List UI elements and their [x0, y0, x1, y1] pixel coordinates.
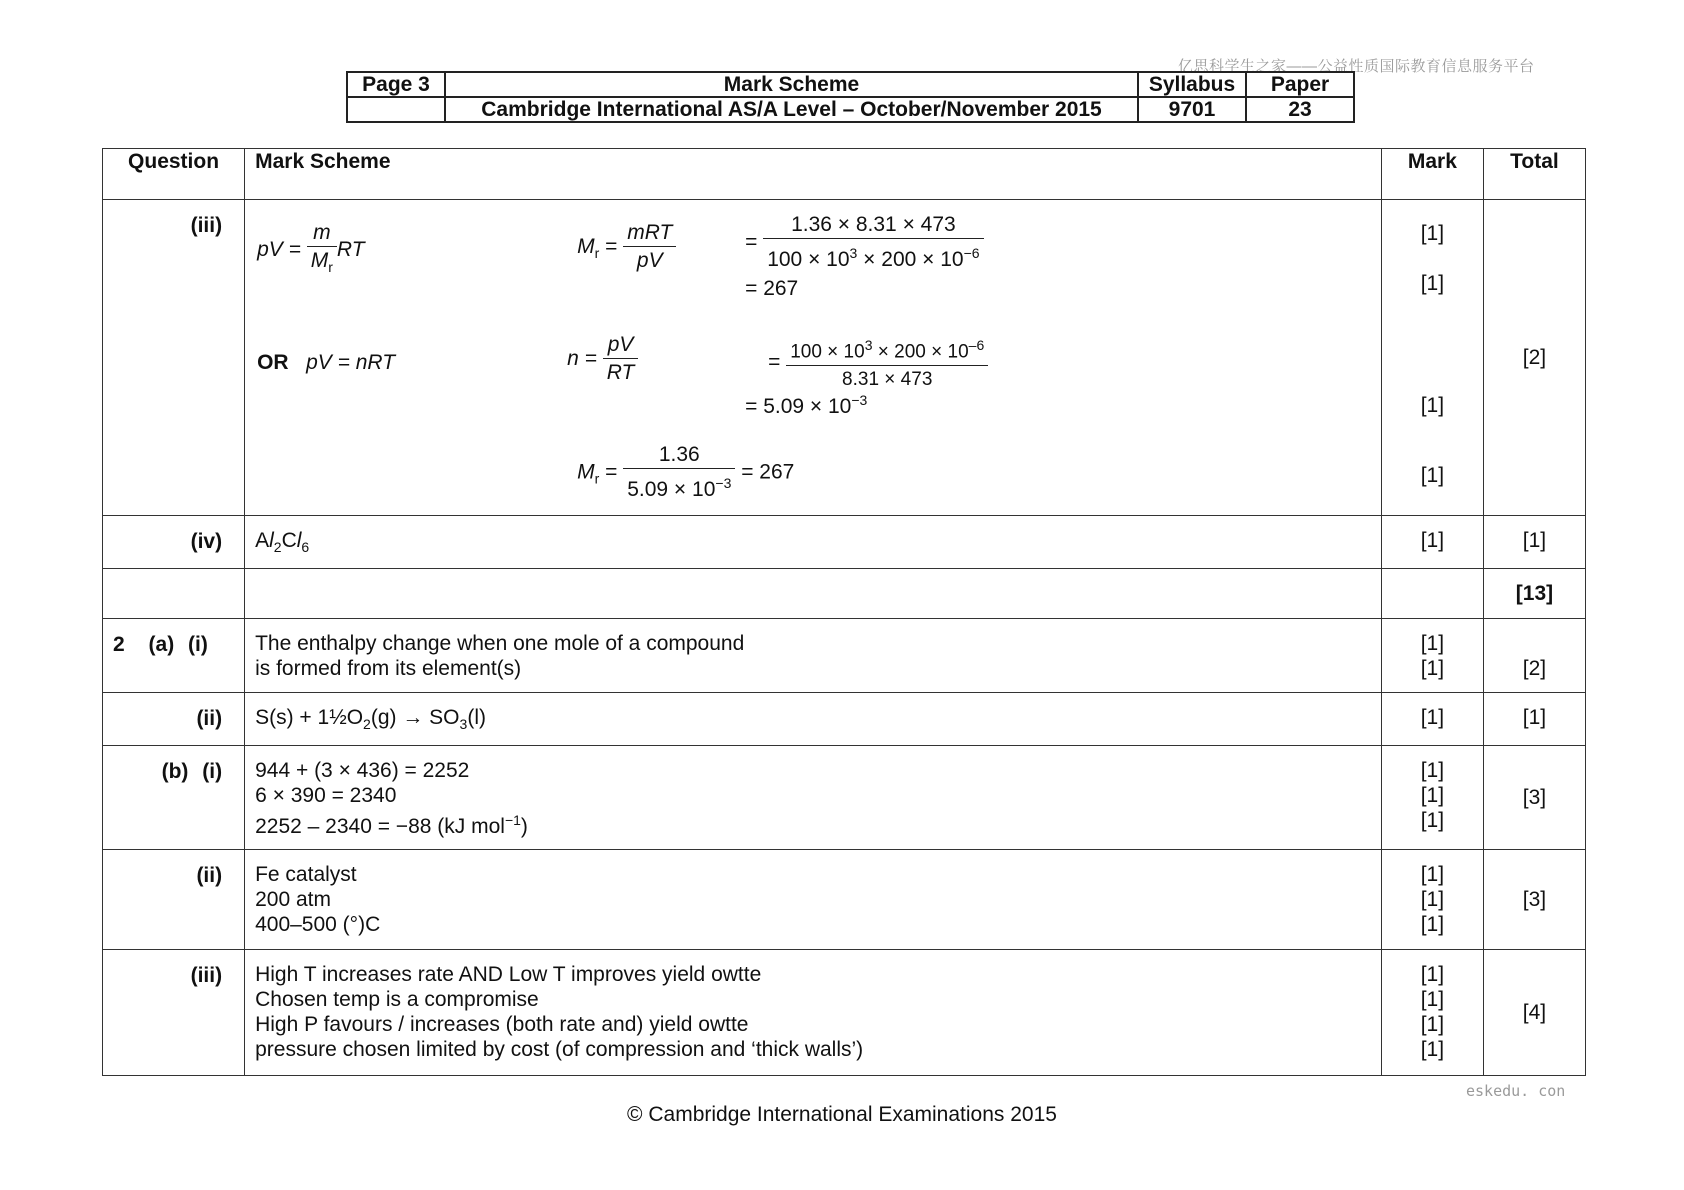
mark-value: [1] — [1420, 913, 1445, 937]
marks-column — [1382, 200, 1483, 512]
col-total: Total — [1483, 149, 1585, 200]
answer-text: 3 — [459, 716, 468, 733]
total-cell — [1483, 619, 1585, 693]
question-subpart: (i) — [202, 760, 223, 784]
col-question: Question — [103, 149, 245, 200]
eq-text: −6 — [963, 245, 980, 261]
col-mark-scheme: Mark Scheme — [245, 149, 1382, 200]
answer-text: S(s) + 1½O — [255, 706, 364, 730]
eq-text: = 267 — [741, 460, 795, 484]
total-cell: [3] — [1483, 746, 1585, 850]
mark-value: [1] — [1420, 888, 1445, 912]
eq-text: −3 — [851, 392, 868, 408]
result-267: = 267 — [745, 277, 799, 300]
mark-scheme-cell — [245, 516, 1382, 569]
mark-scheme-cell — [245, 693, 1382, 746]
answer-text: 6 — [301, 539, 310, 556]
subtotal-cell: [13] — [1483, 569, 1585, 619]
answer-line: The enthalpy change when one mole of a compound — [255, 632, 745, 656]
total-value: [2] — [1522, 657, 1547, 681]
mark-value: [1] — [1420, 1038, 1445, 1062]
table-row — [103, 200, 1586, 516]
eq-text: M — [577, 235, 595, 259]
fraction — [763, 212, 983, 274]
mark-value: [1] — [1420, 759, 1445, 783]
mark-scheme-cell — [245, 850, 1382, 950]
table-row — [103, 693, 1586, 746]
table-row — [103, 569, 1586, 619]
total-cell: [2] — [1483, 200, 1585, 516]
mark-value: [1] — [1420, 657, 1445, 681]
answer-line: is formed from its element(s) — [255, 657, 522, 681]
eq-text: × 200 × 10 — [857, 248, 964, 271]
question-part: (a) — [148, 633, 175, 657]
question-label — [103, 619, 245, 693]
col-mark: Mark — [1381, 149, 1483, 200]
equation-ideal-gas-moles — [257, 350, 395, 375]
question-label: (ii) — [103, 850, 245, 950]
mark-scheme-cell — [245, 950, 1382, 1076]
eq-text: 100 × 10 — [767, 248, 850, 271]
answer-line — [255, 808, 1371, 839]
eq-text: = — [745, 230, 758, 254]
total-cell: [4] — [1483, 950, 1585, 1076]
eq-text: r — [594, 245, 600, 262]
total-cell: [3] — [1483, 850, 1585, 950]
mark-value: [1] — [1420, 1013, 1445, 1037]
mark-cell — [1381, 569, 1483, 619]
mark-cell — [1381, 746, 1483, 850]
eq-text: pV — [603, 332, 639, 359]
mark-value: [1] — [1420, 394, 1445, 417]
eq-text: 3 — [849, 245, 858, 261]
mark-value: [1] — [1420, 464, 1445, 487]
eq-text: 1.36 — [623, 442, 735, 469]
eq-text: M — [577, 460, 595, 484]
equation-substitution — [745, 212, 983, 274]
eq-text: M — [310, 249, 329, 272]
answer-text: C — [281, 529, 297, 552]
eq-text: = — [605, 460, 618, 484]
eq-text: = — [768, 350, 781, 374]
mark-scheme-cell — [245, 619, 1382, 693]
eq-text: 3 — [864, 337, 873, 353]
eq-text: −3 — [715, 475, 732, 491]
eq-text: = 5.09 × 10 — [745, 395, 852, 418]
header-syllabus: 9701 — [1138, 97, 1246, 122]
eq-text: × 200 × 10 — [872, 341, 969, 363]
question-label: (ii) — [103, 693, 245, 746]
eq-text: r — [328, 259, 333, 276]
answer-line: 200 atm — [255, 888, 331, 912]
question-label — [103, 569, 245, 619]
calculation-block — [255, 200, 1371, 512]
or-label: OR — [257, 351, 289, 374]
table-row — [103, 516, 1586, 569]
answer-line: Chosen temp is a compromise — [255, 988, 539, 1012]
header-empty-cell — [347, 97, 445, 122]
answer-text: 2 — [363, 716, 371, 733]
answer-text: l — [269, 529, 274, 552]
answer-line: High P favours / increases (both rate and) yield owtte — [255, 1013, 749, 1037]
question-label: (iii) — [103, 950, 245, 1076]
header-subtitle: Cambridge International AS/A Level – October/November 2015 — [445, 97, 1138, 122]
mark-cell: [1] — [1381, 516, 1483, 569]
mark-value: [1] — [1420, 272, 1445, 295]
table-row — [103, 850, 1586, 950]
mark-value: [1] — [1420, 632, 1445, 656]
answer-text: ) — [520, 815, 528, 839]
equation-moles — [567, 332, 638, 387]
answer-text: 2 — [273, 539, 282, 556]
eq-text: RT — [606, 361, 635, 384]
eq-text: pV — [636, 249, 663, 272]
eq-text: m — [307, 220, 337, 247]
fraction — [603, 332, 639, 387]
question-subpart: (i) — [188, 633, 208, 657]
mark-cell — [1381, 850, 1483, 950]
fraction — [623, 442, 735, 504]
watermark-bottom: eskedu. con — [1466, 1082, 1566, 1100]
answer-text: l — [296, 529, 302, 552]
fraction — [623, 220, 676, 275]
header-page: Page 3 — [347, 72, 445, 97]
mark-value: [1] — [1420, 784, 1445, 808]
question-label — [103, 746, 245, 850]
answer-line: Fe catalyst — [255, 863, 357, 887]
answer-line: 400–500 (°)C — [255, 913, 381, 937]
eq-text: pV = nRT — [306, 351, 396, 374]
eq-text: mRT — [623, 220, 676, 247]
header-paper-label: Paper — [1246, 72, 1354, 97]
answer-line: 6 × 390 = 2340 — [255, 784, 397, 808]
mark-value: [1] — [1420, 863, 1445, 887]
header-title: Mark Scheme — [445, 72, 1138, 97]
mark-cell — [1381, 200, 1483, 516]
table-header-row — [103, 149, 1586, 200]
table-row — [103, 746, 1586, 850]
question-number: 2 — [113, 633, 125, 657]
equation-moles-substitution — [768, 332, 988, 394]
answer-text: −1 — [504, 812, 521, 829]
mark-cell — [1381, 619, 1483, 693]
question-part: (b) — [161, 760, 189, 784]
eq-text: –6 — [968, 337, 985, 353]
mark-cell — [1381, 950, 1483, 1076]
mark-scheme-cell — [245, 746, 1382, 850]
total-cell: [1] — [1483, 693, 1585, 746]
answer-line: pressure chosen limited by cost (of compression and ‘thick walls’) — [255, 1038, 864, 1062]
mark-value: [1] — [1420, 988, 1445, 1012]
answer-line: High T increases rate AND Low T improves yield owtte — [255, 963, 762, 987]
answer-text: (l) — [467, 706, 486, 730]
eq-text: n = — [567, 347, 597, 371]
eq-text: 100 × 10 — [790, 341, 865, 363]
mark-value: [1] — [1420, 809, 1445, 833]
header-syllabus-label: Syllabus — [1138, 72, 1246, 97]
fraction — [786, 332, 988, 394]
eq-text: 1.36 × 8.31 × 473 — [763, 212, 983, 239]
answer-text: 2252 – 2340 = −88 (kJ mol — [255, 815, 505, 839]
eq-text: 8.31 × 473 — [842, 369, 933, 391]
table-row — [103, 950, 1586, 1076]
eq-text: r — [594, 470, 600, 487]
answer-text: A — [255, 529, 270, 552]
equation-molar-mass-result — [577, 442, 794, 504]
answer-text: (g) → SO — [370, 706, 460, 730]
mark-value: [1] — [1420, 222, 1445, 245]
watermark-top: 亿思科学生之家——公益性质国际教育信息服务平台 — [1178, 58, 1535, 75]
eq-text: = — [605, 235, 618, 259]
result-moles — [745, 388, 867, 419]
question-label: (iii) — [103, 200, 245, 516]
question-label: (iv) — [103, 516, 245, 569]
mark-scheme-cell — [245, 569, 1382, 619]
answer-line: 944 + (3 × 436) = 2252 — [255, 759, 470, 783]
footer-copyright: © Cambridge International Examinations 2015 — [627, 1103, 1057, 1126]
mark-scheme-cell — [245, 200, 1382, 516]
equation-ideal-gas-mass — [257, 220, 364, 281]
header-paper: 23 — [1246, 97, 1354, 122]
total-cell: [1] — [1483, 516, 1585, 569]
mark-value: [1] — [1420, 963, 1445, 987]
table-row — [103, 619, 1586, 693]
equation-molar-mass — [577, 220, 676, 275]
eq-text: pV = — [257, 238, 301, 262]
eq-text: RT — [336, 238, 365, 262]
page-header-table — [346, 71, 1355, 123]
eq-text: 5.09 × 10 — [627, 478, 716, 501]
mark-scheme-table — [102, 148, 1586, 1076]
mark-cell: [1] — [1381, 693, 1483, 746]
fraction — [307, 220, 337, 281]
